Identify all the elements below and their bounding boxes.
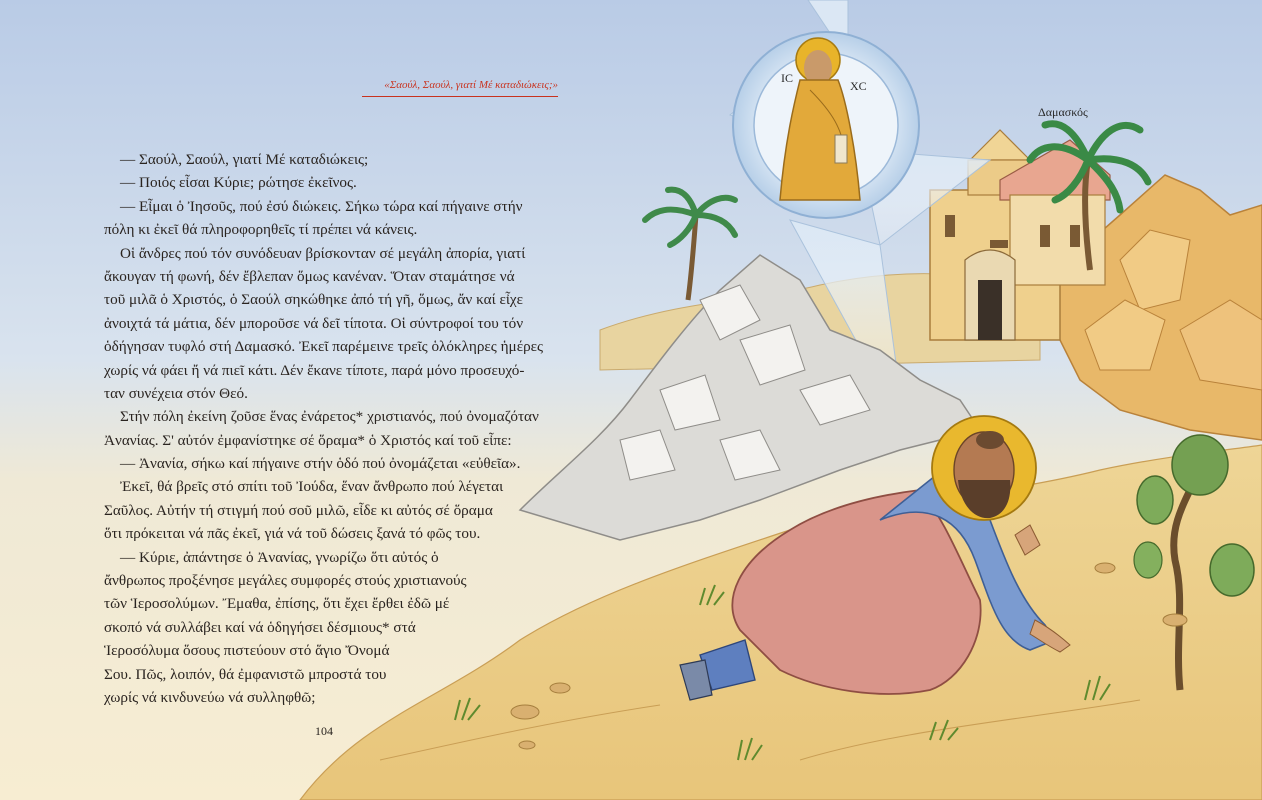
- running-head: «Σαούλ, Σαούλ, γιατί Μέ καταδιώκεις;»: [384, 79, 558, 91]
- text-line: τοῦ μιλᾶ ὁ Χριστός, ὁ Σαούλ σηκώθηκε ἀπό τή γῆ, ὅμως, ἄν καί εἶχε: [104, 291, 524, 309]
- text-line: Ἀνανίας. Σ' αὐτόν ἐμφανίστηκε σέ ὅραμα* ὁ Χριστός καί τοῦ εἶπε:: [104, 431, 512, 449]
- text-line: ἄκουγαν τή φωνή, δέν ἔβλεπαν ὅμως κανέναν. Ὅταν σταμάτησε νά: [104, 267, 515, 285]
- text-line: πόλη κι ἐκεῖ θά πληροφορηθεῖς τί πρέπει νά κάνεις.: [104, 221, 418, 239]
- text-line: Στήν πόλη ἐκείνη ζοῦσε ἕνας ἐνάρετος* χριστιανός, πού ὀνομαζόταν: [120, 408, 539, 426]
- text-line: ὁδήγησαν τυφλό στή Δαμασκό. Ἐκεῖ παρέμεινε τρεῖς ὁλόκληρες ἡμέρες: [104, 338, 544, 356]
- text-line: Οἱ ἄνδρες πού τόν συνόδευαν βρίσκονταν σέ μεγάλη ἀπορία, γιατί: [120, 244, 526, 262]
- text-line: ἀνοιχτά τά μάτια, δέν μποροῦσε νά δεῖ τίποτα. Οἱ σύντροφοί του τόν: [104, 314, 524, 332]
- text-line: ὅτι πρόκειται νά πᾶς ἐκεῖ, γιά νά τοῦ δώσεις ξανά τό φῶς του.: [104, 525, 481, 543]
- text-line: Σου. Πῶς, λοιπόν, θά ἐμφανιστῶ μπροστά του: [104, 665, 387, 683]
- text-line: ταν συνέχεια στόν Θεό.: [104, 384, 248, 402]
- running-head-rule: [362, 96, 558, 97]
- text-line: — Εἶμαι ὁ Ἰησοῦς, πού ἐσύ διώκεις. Σήκω τώρα καί πήγαινε στήν: [120, 197, 523, 215]
- page-number: 104: [315, 724, 333, 738]
- city-label: Δαμασκός: [1038, 105, 1088, 119]
- text-line: Σαῦλος. Αὐτήν τή στιγμή πού σοῦ μιλῶ, εἶδε κι αὐτός σέ ὅραμα: [104, 501, 493, 519]
- text-line: — Σαούλ, Σαούλ, γιατί Μέ καταδιώκεις;: [120, 151, 369, 168]
- text-line: τῶν Ἱεροσολύμων. Ἔμαθα, ἐπίσης, ὅτι ἔχει ἔρθει ἐδῶ μέ: [104, 595, 450, 613]
- text-line: χωρίς νά φάει ἤ νά πιεῖ κάτι. Δέν ἔκανε τίποτε, παρά μόνο προσευχό-: [104, 361, 525, 379]
- text-line: — Ἀνανία, σήκω καί πήγαινε στήν ὁδό πού ὀνομάζεται «εὐθεῖα».: [120, 455, 521, 473]
- christ-monogram-left: ΙC: [781, 71, 793, 85]
- text-line: — Ποιός εἶσαι Κύριε; ρώτησε ἐκεῖνος.: [120, 174, 357, 192]
- text-line: Ἱεροσόλυμα ὅσους πιστεύουν στό ἅγιο Ὄνομά: [104, 642, 390, 660]
- text-line: σκοπό νά συλλάβει καί νά ὁδηγήσει δέσμιους* στά: [104, 618, 416, 636]
- text-line: ἄνθρωπος προξένησε μεγάλες συμφορές στούς χριστιανούς: [104, 572, 467, 590]
- christ-medallion: [733, 32, 919, 218]
- text-line: — Κύριε, ἀπάντησε ὁ Ἀνανίας, γνωρίζω ὅτι αὐτός ὁ: [120, 548, 439, 566]
- body-text: [104, 148, 570, 709]
- text-line: Ἐκεῖ, θά βρεῖς στό σπίτι τοῦ Ἰούδα, ἕναν ἄνθρωπο πού λέγεται: [120, 478, 504, 496]
- christ-monogram-right: XC: [850, 79, 867, 93]
- text-line: χωρίς νά κινδυνεύω νά συλληφθῶ;: [104, 688, 316, 706]
